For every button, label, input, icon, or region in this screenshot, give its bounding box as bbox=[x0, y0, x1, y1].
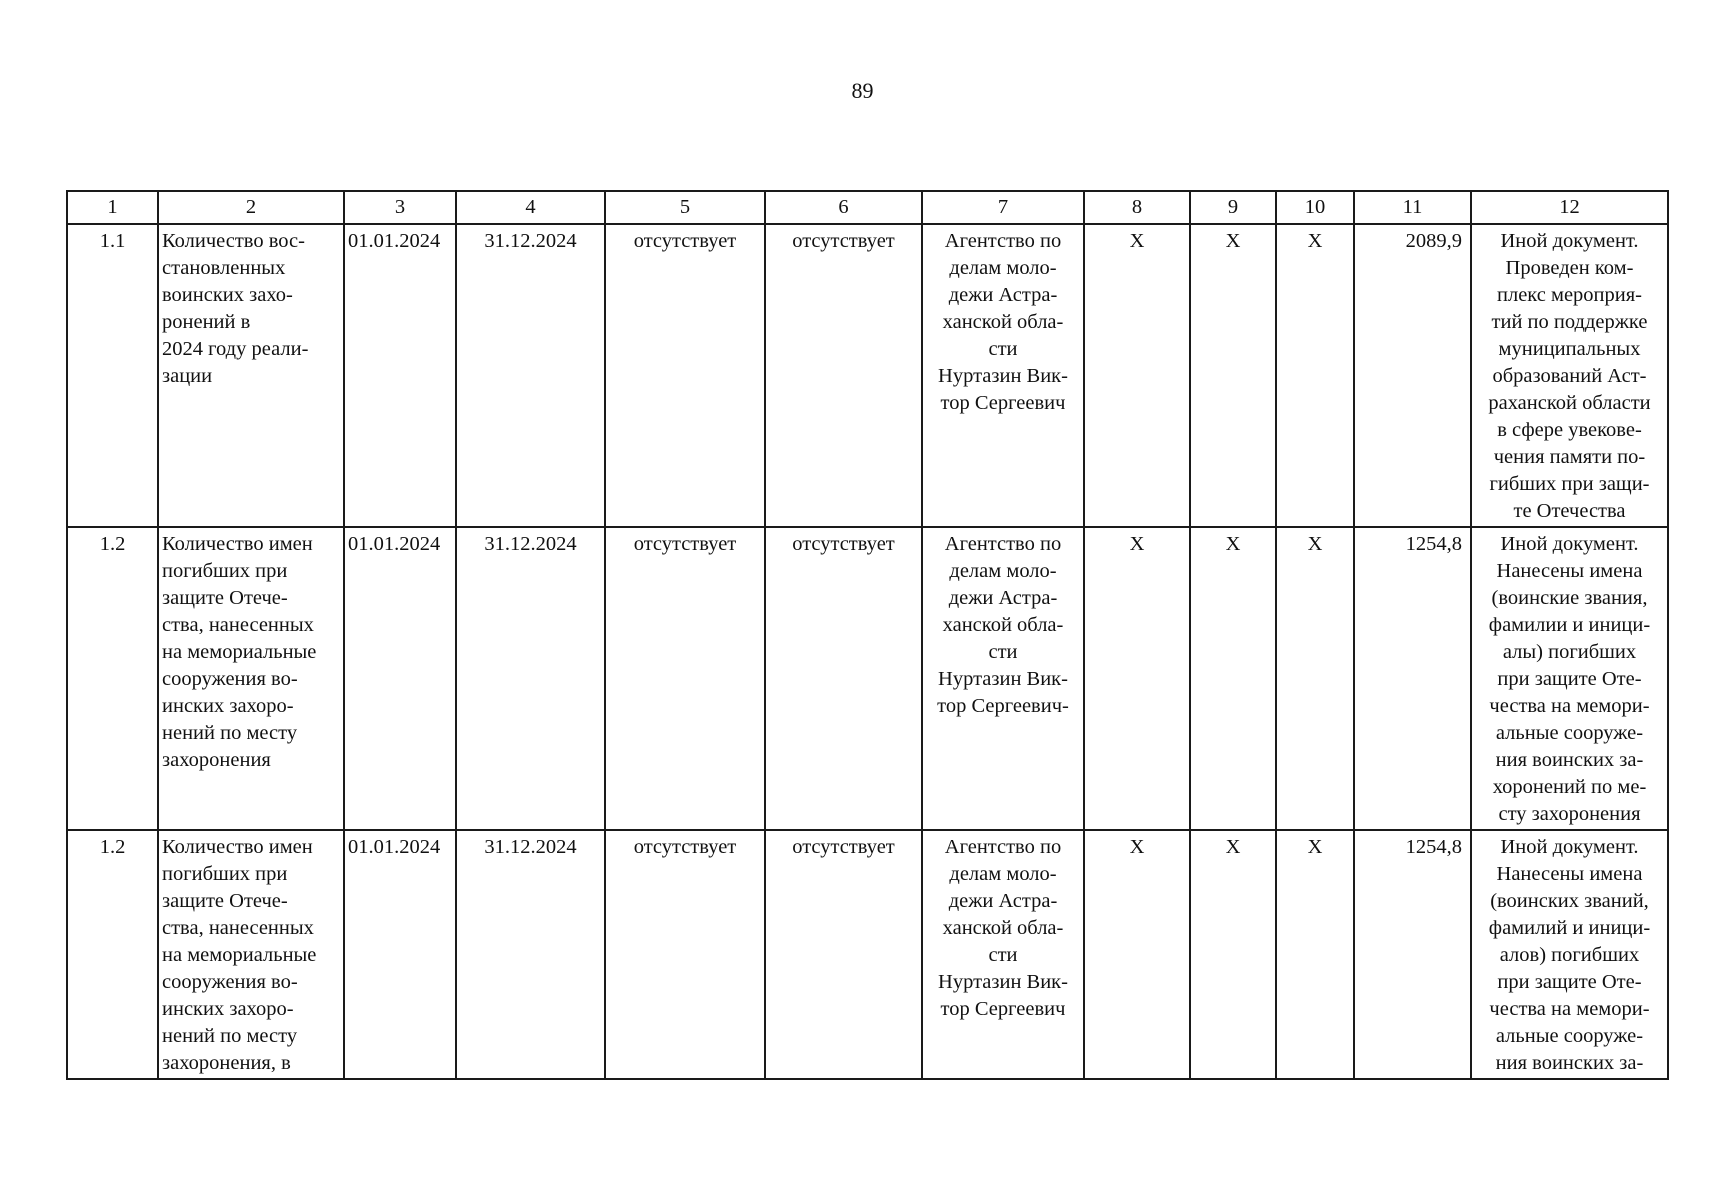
end-date-cell: 31.12.2024 bbox=[456, 527, 605, 830]
responsible-cell: Агентство по делам моло- дежи Астра- ханской обла- сти Нуртазин Вик- тор Сергеевич bbox=[922, 224, 1084, 527]
start-date-cell: 01.01.2024 bbox=[344, 830, 456, 1079]
column-header: 4 bbox=[456, 191, 605, 224]
header-row bbox=[67, 191, 1668, 224]
col9-cell: X bbox=[1190, 830, 1276, 1079]
data-table bbox=[66, 190, 1669, 1080]
row-number-cell: 1.2 bbox=[67, 527, 158, 830]
amount-cell: 2089,9 bbox=[1354, 224, 1471, 527]
document-cell: Иной документ. Нанесены имена (воинские звания, фамилии и иници- алы) погибших при защите Оте- чества на мемори- альные сооруже- ния воинских за- хоронений по ме- сту захоронения bbox=[1471, 527, 1668, 830]
responsible-cell: Агентство по делам моло- дежи Астра- ханской обла- сти Нуртазин Вик- тор Сергеевич- bbox=[922, 527, 1084, 830]
document-cell: Иной документ. Проведен ком- плекс мероприя- тий по поддержке муниципальных образований Аст- раханской области в сфере увекове- чения памяти по- гибших при защи- те Отечества bbox=[1471, 224, 1668, 527]
col10-cell: X bbox=[1276, 224, 1354, 527]
column-header: 6 bbox=[765, 191, 922, 224]
end-date-cell: 31.12.2024 bbox=[456, 224, 605, 527]
column-header: 7 bbox=[922, 191, 1084, 224]
col10-cell: X bbox=[1276, 527, 1354, 830]
column-header: 9 bbox=[1190, 191, 1276, 224]
col5-cell: отсутствует bbox=[605, 527, 765, 830]
column-header: 5 bbox=[605, 191, 765, 224]
page-number: 89 bbox=[851, 78, 874, 103]
row-number-cell: 1.2 bbox=[67, 830, 158, 1079]
column-header: 12 bbox=[1471, 191, 1668, 224]
column-header: 8 bbox=[1084, 191, 1190, 224]
responsible-cell: Агентство по делам моло- дежи Астра- ханской обла- сти Нуртазин Вик- тор Сергеевич bbox=[922, 830, 1084, 1079]
col9-cell: X bbox=[1190, 224, 1276, 527]
column-header: 1 bbox=[67, 191, 158, 224]
col8-cell: X bbox=[1084, 830, 1190, 1079]
column-header: 11 bbox=[1354, 191, 1471, 224]
amount-cell: 1254,8 bbox=[1354, 527, 1471, 830]
col8-cell: X bbox=[1084, 224, 1190, 527]
indicator-cell: Количество вос- становленных воинских захо- ронений в 2024 году реали- зации bbox=[158, 224, 344, 527]
indicator-cell: Количество имен погибших при защите Отече- ства, нанесенных на мемориальные сооружения во- инских захоро- нений по месту захоронения, в bbox=[158, 830, 344, 1079]
column-header: 2 bbox=[158, 191, 344, 224]
col5-cell: отсутствует bbox=[605, 830, 765, 1079]
column-header: 3 bbox=[344, 191, 456, 224]
col6-cell: отсутствует bbox=[765, 830, 922, 1079]
table-row bbox=[67, 830, 1668, 1079]
col10-cell: X bbox=[1276, 830, 1354, 1079]
table-row bbox=[67, 224, 1668, 527]
indicator-cell: Количество имен погибших при защите Отече- ства, нанесенных на мемориальные сооружения во- инских захоро- нений по месту захоронения bbox=[158, 527, 344, 830]
col8-cell: X bbox=[1084, 527, 1190, 830]
row-number-cell: 1.1 bbox=[67, 224, 158, 527]
document-cell: Иной документ. Нанесены имена (воинских званий, фамилий и иници- алов) погибших при защите Оте- чества на мемори- альные сооруже- ния воинских за- bbox=[1471, 830, 1668, 1079]
col5-cell: отсутствует bbox=[605, 224, 765, 527]
col6-cell: отсутствует bbox=[765, 527, 922, 830]
table-row bbox=[67, 527, 1668, 830]
column-header: 10 bbox=[1276, 191, 1354, 224]
start-date-cell: 01.01.2024 bbox=[344, 527, 456, 830]
col9-cell: X bbox=[1190, 527, 1276, 830]
start-date-cell: 01.01.2024 bbox=[344, 224, 456, 527]
end-date-cell: 31.12.2024 bbox=[456, 830, 605, 1079]
col6-cell: отсутствует bbox=[765, 224, 922, 527]
amount-cell: 1254,8 bbox=[1354, 830, 1471, 1079]
